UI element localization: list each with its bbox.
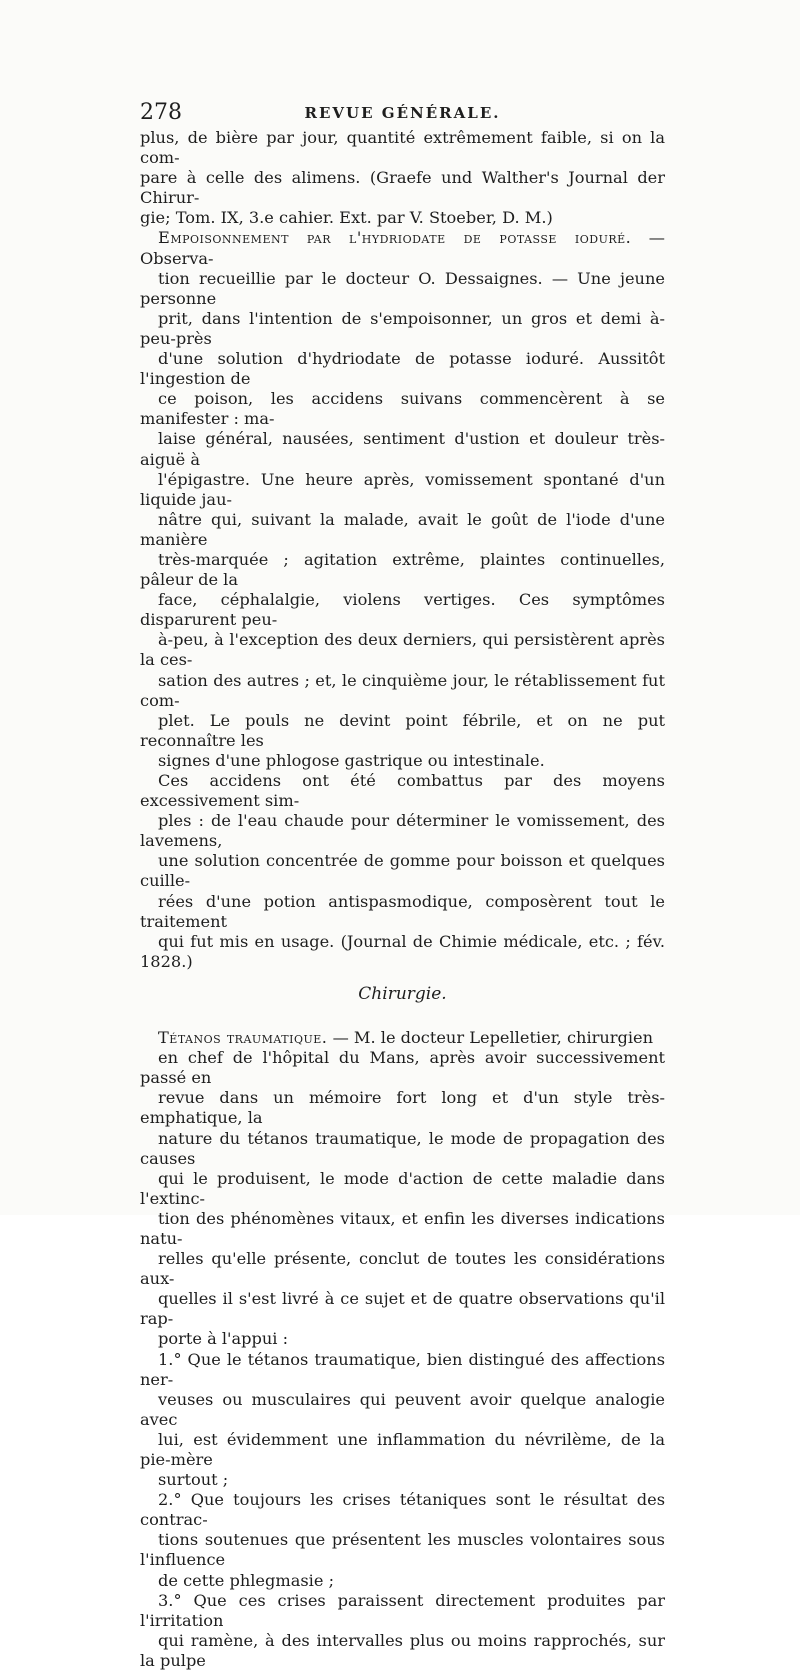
text-line: prit, dans l'intention de s'empoisonner, un gros et demi à-peu-près (140, 308, 665, 348)
body-text (140, 128, 665, 1671)
text-line: ples : de l'eau chaude pour déterminer le vomissement, des lavemens, (140, 811, 665, 851)
text-line: lui, est évidemment une inflammation du névrilème, de la pie-mère (140, 1429, 665, 1469)
text-line: 1.° Que le tétanos traumatique, bien distingué des affections ner- (140, 1349, 665, 1389)
running-title: REVUE GÉNÉRALE. (304, 104, 501, 122)
text-line: pare à celle des alimens. (Graefe und Walther's Journal der Chirur- (140, 168, 665, 208)
page-number: 278 (140, 100, 182, 125)
text-line (140, 228, 665, 268)
text-line: une solution concentrée de gomme pour boisson et quelques cuille- (140, 851, 665, 891)
section-heading-tetanos: Tétanos traumatique. (158, 1028, 328, 1048)
text-line: tion des phénomènes vitaux, et enfin les diverses indications natu- (140, 1208, 665, 1248)
text-line: laise général, nausées, sentiment d'ustion et douleur très-aiguë à (140, 429, 665, 469)
text-line: nâtre qui, suivant la malade, avait le goût de l'iode d'une manière (140, 509, 665, 549)
text-line: de cette phlegmasie ; (158, 1570, 335, 1590)
text-line: plus, de bière par jour, quantité extrêmement faible, si on la com- (140, 128, 665, 168)
list-item-3 (140, 1591, 665, 1671)
text-line: relles qu'elle présente, conclut de toutes les considérations aux- (140, 1249, 665, 1289)
section-heading-empoisonnement: Empoisonnement par l'hydriodate de potasse ioduré. (158, 228, 632, 248)
text-line: en chef de l'hôpital du Mans, après avoir successivement passé en (140, 1048, 665, 1088)
paragraph-2 (140, 228, 665, 771)
text-line (140, 1028, 665, 1048)
text-line: rées d'une potion antispasmodique, composèrent tout le traitement (140, 891, 665, 931)
list-item-1 (140, 1350, 665, 1491)
text-line: d'une solution d'hydriodate de potasse ioduré. Aussitôt l'ingestion de (140, 349, 665, 389)
section-title-chirurgie: Chirurgie. (358, 983, 447, 1004)
text-line: quelles il s'est livré à ce sujet et de quatre observations qu'il rap- (140, 1289, 665, 1329)
text-line: qui le produisent, le mode d'action de cette maladie dans l'extinc- (140, 1168, 665, 1208)
text-line: gie; Tom. IX, 3.e cahier. Ext. par V. Stoeber, D. M.) (140, 208, 553, 228)
text-line: tion recueillie par le docteur O. Dessaignes. — Une jeune personne (140, 268, 665, 308)
text-line: à-peu, à l'exception des deux derniers, qui persistèrent après la ces- (140, 630, 665, 670)
paragraph-3 (140, 771, 665, 972)
paragraph-1 (140, 128, 665, 228)
text-line: face, céphalalgie, violens vertiges. Ces symptômes disparurent peu- (140, 590, 665, 630)
content (140, 98, 665, 1671)
text-line: veuses ou musculaires qui peuvent avoir quelque analogie avec (140, 1389, 665, 1429)
text-line: qui ramène, à des intervalles plus ou moins rapprochés, sur la pulpe (140, 1630, 665, 1670)
text-line: ce poison, les accidens suivans commencèrent à se manifester : ma- (140, 389, 665, 429)
text-line: nature du tétanos traumatique, le mode de propagation des causes (140, 1128, 665, 1168)
paragraph-4 (140, 1028, 665, 1350)
text-line: tions soutenues que présentent les muscles volontaires sous l'influence (140, 1530, 665, 1570)
text-line: porte à l'appui : (158, 1329, 289, 1349)
text-line: 2.° Que toujours les crises tétaniques sont le résultat des contrac- (140, 1490, 665, 1530)
text-line: signes d'une phlogose gastrique ou intestinale. (158, 750, 545, 770)
text-fragment: — Observa- (140, 228, 665, 268)
text-line: plet. Le pouls ne devint point fébrile, et on ne put reconnaître les (140, 710, 665, 750)
text-fragment: — M. le docteur Lepelletier, chirurgien (327, 1028, 654, 1048)
page-header (140, 98, 665, 128)
text-line: l'épigastre. Une heure après, vomissement spontané d'un liquide jau- (140, 469, 665, 509)
text-line: revue dans un mémoire fort long et d'un style très-emphatique, la (140, 1088, 665, 1128)
list-item-2 (140, 1490, 665, 1590)
text-line: Ces accidens ont été combattus par des moyens excessivement sim- (140, 771, 665, 811)
text-line: surtout ; (158, 1470, 229, 1490)
text-line: qui fut mis en usage. (Journal de Chimie médicale, etc. ; fév. 1828.) (140, 931, 665, 971)
text-line: sation des autres ; et, le cinquième jour, le rétablissement fut com- (140, 670, 665, 710)
text-line: très-marquée ; agitation extrême, plaintes continuelles, pâleur de la (140, 549, 665, 590)
text-line: 3.° Que ces crises paraissent directement produites par l'irritation (140, 1590, 665, 1630)
